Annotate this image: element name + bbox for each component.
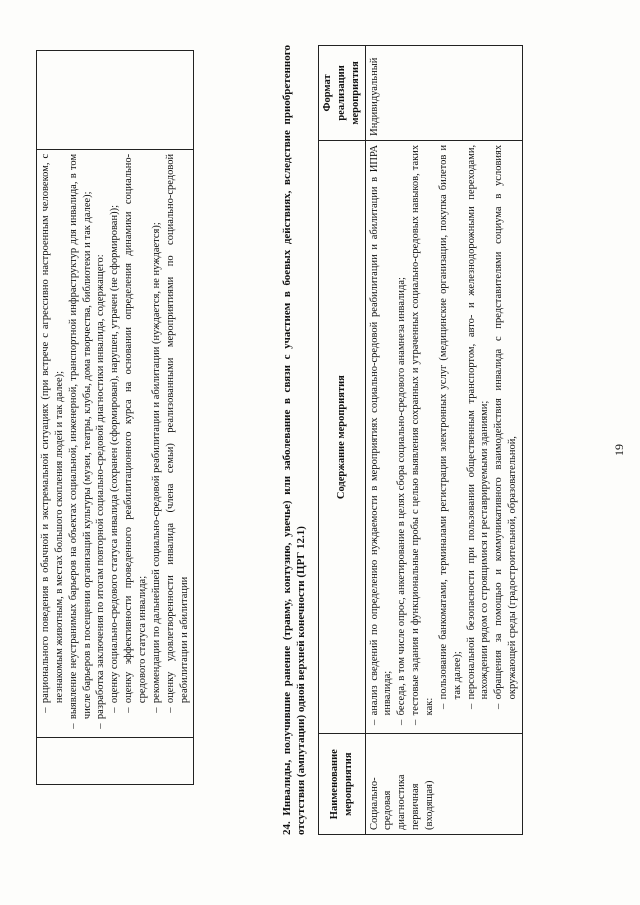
header-name: Наименование мероприятия <box>319 734 366 835</box>
table-row <box>37 51 194 785</box>
list-item-text: выявление неустранимых барьеров на объектах социальной, инженерной, транспортной инфраструктур для инвалида, в том числе барьеров в посещении организаций культуры (музеи, театры, клубы, дома творчества, библиотеки и так далее); <box>67 153 93 720</box>
list-item-text: оценку социально-средового статуса инвалида (сохранен (сформирован), нарушен, утрачен (не сформирован)); <box>109 205 121 704</box>
list-item-text: тестовые задания и функциональные пробы с целью выявления сохранных и утраченных социально-средовых навыков, таких как: <box>410 144 436 716</box>
list-dash: – <box>396 719 408 725</box>
table-cell-empty <box>37 51 194 150</box>
content-list <box>368 145 520 729</box>
list-item <box>122 154 150 733</box>
measure-name: Социально-средовая диагностика первичная (входящая) <box>365 734 522 835</box>
list-item <box>164 154 192 733</box>
list-item-text: персональной безопасности при пользовании общественным транспортом, авто- и железнодорожными переходами, нахождении рядом со строящимися и реставрируемыми зданиями; <box>465 144 491 700</box>
list-dash: – <box>437 703 449 709</box>
list-item-text: беседа, в том числе опрос, анкетирование в целях сбора социально-средового анамнеза инвалида; <box>396 277 408 716</box>
list-dash: – <box>67 723 79 729</box>
measure-format: Индивидуальный <box>365 46 522 141</box>
header-format: Формат реализации мероприятия <box>319 46 366 141</box>
list-item-text: разработка заключения по итогам повторной социально-средовой диагностики инвалида, содержащего: <box>95 254 107 720</box>
page-number: 19 <box>612 444 626 456</box>
list-item-text: оценку эффективности проведенного реабилитационного курса на основании определения динамики социально-средового статуса инвалида; <box>123 153 149 704</box>
table-header-row <box>319 46 366 835</box>
list-dash: – <box>40 707 51 713</box>
section-title: 24. Инвалиды, получившие ранение (травму, контузию, увечье) или заболевание в связи с участием в боевых действиях, вследствие приобретенного отсутствия (ампутации) одной верхней конечности (ЦРГ 12.1) <box>281 45 308 835</box>
list-item <box>108 154 122 733</box>
list-item <box>395 145 409 729</box>
measures-table <box>318 45 523 835</box>
list-item <box>437 145 465 729</box>
list-item <box>67 154 95 733</box>
list-dash: – <box>493 703 505 709</box>
table-row <box>365 46 522 835</box>
content-list <box>39 154 191 733</box>
list-item <box>368 145 396 729</box>
list-item-text: рационального поведения в обычной и экстремальной ситуациях (при встрече с агрессивно настроенным человеком, с незнакомым животным, в местах большого скопления людей и так далее); <box>40 153 65 704</box>
list-item <box>94 154 108 733</box>
header-content: Содержание мероприятия <box>319 140 366 733</box>
measure-content <box>365 140 522 733</box>
list-item-text: рекомендации по дальнейшей социально-средовой реабилитации и абилитации (нуждается, не нуждается); <box>150 222 162 704</box>
list-dash: – <box>465 703 477 709</box>
table-cell-content <box>37 149 194 737</box>
list-dash: – <box>150 707 162 713</box>
list-item-text: оценку удовлетворенности инвалида (члена семьи) реализованными мероприятиями по социально-средовой реабилитации и абилитации <box>164 153 190 704</box>
list-item <box>465 145 493 729</box>
list-item <box>39 154 67 733</box>
list-item-text: обращения за помощью и коммуникативного взаимодействия инвалида с представителями социума в условиях окружающей среды (градостроительной, образовательной, <box>493 144 519 700</box>
list-item-text: анализ сведений по определению нуждаемости в мероприятиях социально-средовой реабилитации и абилитации в ИПРА инвалида; <box>368 144 394 716</box>
list-dash: – <box>410 719 422 725</box>
list-item <box>409 145 437 729</box>
table-cell-empty <box>37 738 194 785</box>
list-dash: – <box>95 723 107 729</box>
continued-table <box>36 50 194 785</box>
list-item <box>492 145 520 729</box>
list-dash: – <box>368 719 380 725</box>
list-dash: – <box>123 707 135 713</box>
list-item-text: пользование банкоматами, терминалами регистрации электронных услуг (медицинские организации, покупка билетов и так далее); <box>437 144 463 700</box>
list-item <box>150 154 164 733</box>
list-dash: – <box>164 707 176 713</box>
list-dash: – <box>109 707 121 713</box>
